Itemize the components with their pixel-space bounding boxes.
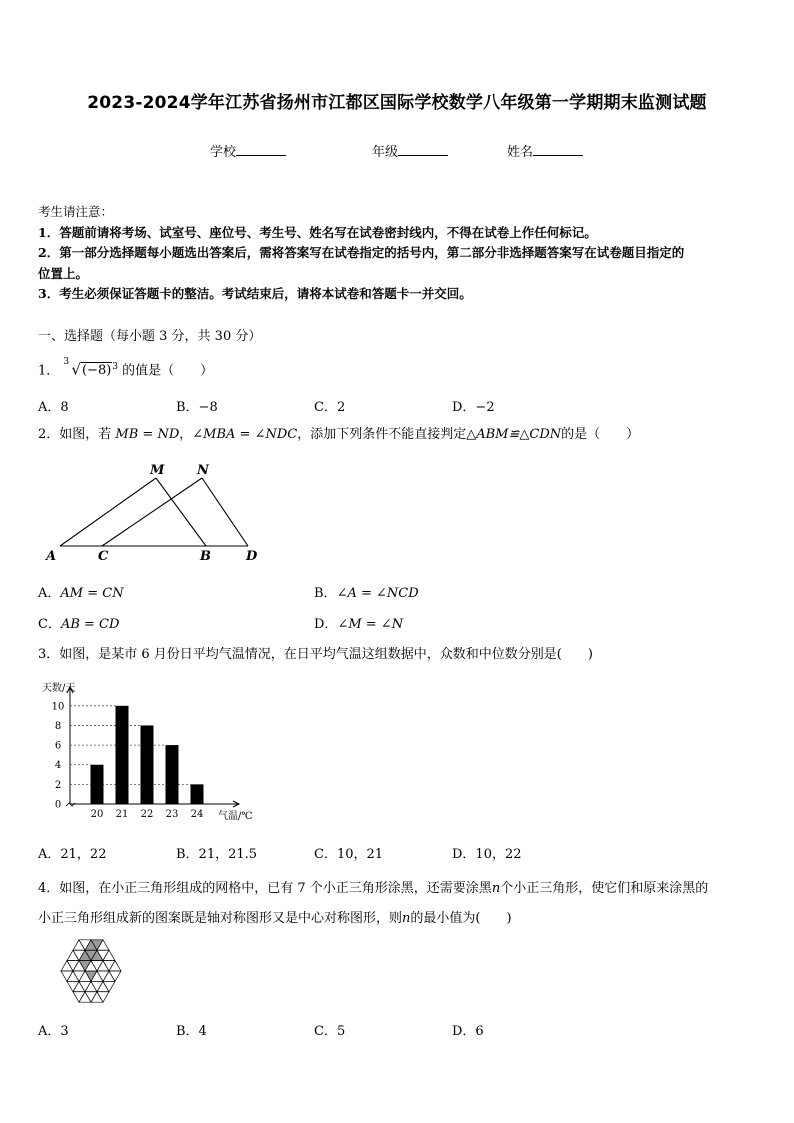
x-tick-label: 24 [190,809,204,820]
label-d: D [246,549,258,564]
name-blank[interactable] [533,143,583,156]
q2-option-b-expr: ∠A = ∠NCD [336,586,419,601]
segment-cn [102,478,202,546]
label-c: C [98,549,109,564]
q4-line-1a: 4．如图，在小正三角形组成的网格中，已有 7 个小正三角形涂黑，还需要涂黑 [38,881,492,896]
q2-sep: ， [179,427,193,442]
q2-option-a-expr: AM = CN [60,586,124,601]
question-2 [38,426,768,444]
bar [191,784,204,804]
label-m: M [150,463,165,478]
q2-option-d[interactable] [314,613,403,632]
label-a: A [46,549,57,564]
segment-am [60,478,156,546]
segment-mb [156,478,206,546]
notice-item-2: 2．第一部分选择题每小题选出答案后，需将答案写在试卷指定的括号内，第二部分非选择题答案写在试卷题目指定的 [38,245,685,260]
q3-bar-chart [40,676,270,824]
bar [141,725,154,804]
q4-line-1 [38,874,768,904]
section-heading: 一、选择题（每小题 3 分，共 30 分） [38,329,262,344]
grade-label: 年级 [372,145,399,160]
q2-option-b[interactable] [314,582,419,601]
y-tick-label: 6 [54,740,62,752]
y-tick-label: 0 [54,799,62,811]
q4-triangle-grid-figure [52,933,130,1009]
chart-bars [91,706,204,804]
y-tick-label: 4 [54,760,62,772]
q2-option-a-key: A． [38,586,61,601]
notice-item-3: 3．考生必须保证答题卡的整洁。考试结束后，请将本试卷和答题卡一并交回。 [38,286,472,301]
q1-option-c[interactable]: C．2 [314,400,346,415]
label-b: B [200,549,211,564]
q1-text: 的值是（ ） [122,363,214,379]
q2-option-a[interactable] [38,582,124,601]
bar [116,706,129,804]
q3-option-a[interactable]: A．21，22 [38,847,107,862]
name-label: 姓名 [507,145,534,160]
bar [91,765,104,804]
q3-option-b[interactable]: B．21，21.5 [176,847,258,862]
q2-option-b-key: B． [314,586,337,601]
q4-line-2 [38,904,768,934]
q4-line-2b: 的最小值为( ) [410,911,512,926]
notice-block [38,202,758,305]
question-1 [38,358,768,380]
q4-option-b[interactable]: B．4 [176,1024,207,1039]
bar [166,745,179,804]
chart-x-label: 气温/℃ [218,811,253,822]
question-4 [38,874,768,934]
x-tick-label: 21 [115,809,129,820]
q4-option-a[interactable]: A．3 [38,1024,69,1039]
q2-triangle-figure [40,462,270,568]
y-tick-label: 2 [54,779,62,791]
label-n: N [197,463,209,478]
notice-item-2-cont: 位置上。 [38,265,89,281]
chart-x-ticks [91,809,204,820]
x-tick-label: 22 [140,809,154,820]
q3-option-d[interactable]: D．10，22 [452,847,522,862]
q4-option-d[interactable]: D．6 [452,1024,484,1039]
q3-option-c[interactable]: C．10，21 [314,847,384,862]
q1-option-a[interactable]: A．8 [38,400,69,415]
q2-text2: ，添加下列条件不能直接判定 [297,427,467,442]
q2-option-d-expr: ∠M = ∠N [337,617,404,632]
segment-nd [202,478,248,546]
q1-option-d[interactable]: D．−2 [452,400,495,415]
q1-cube-root: 3 $√(-8)^3$ [63,358,118,380]
notice-item-1: 1．答题前请将考场、试室号、座位号、考生号、姓名写在试卷密封线内，不得在试卷上作任何标记。 [38,224,597,240]
chart-y-label: 天数/天 [42,683,76,694]
y-tick-label: 8 [54,720,62,732]
q2-option-c-expr: AB = CD [60,617,120,632]
q4-var-1: n [491,881,501,896]
school-label: 学校 [210,145,237,160]
q2-cond2: ∠MBA = ∠NDC [192,427,298,442]
page-title: 2023-2024学年江苏省扬州市江都区国际学校数学八年级第一学期期末监测试题 [87,93,707,113]
q1-option-b[interactable]: B．−8 [176,400,218,415]
q2-cond1: MB = ND [115,427,180,442]
chart-y-ticks [52,701,65,810]
name-field[interactable] [507,141,583,160]
notice-heading: 考生请注意： [38,204,114,219]
q4-line-2a: 小正三角形组成新的图案既是轴对称图形又是中心对称图形，则 [38,911,403,926]
grade-blank[interactable] [398,143,448,156]
school-blank[interactable] [236,143,286,156]
q2-number: 2．如图，若 [38,427,112,442]
q1-root-index: 3 [63,357,70,367]
q1-exponent: 3 [112,362,119,372]
x-tick-label: 20 [90,809,104,820]
q2-cond3: △ABM≌△CDN [466,427,562,442]
q2-option-d-key: D． [314,617,338,632]
x-tick-label: 23 [165,809,179,820]
y-tick-label: 10 [51,701,65,713]
q2-text3: 的是（ ） [561,427,640,442]
q4-var-2: n [402,911,411,926]
q4-option-c[interactable]: C．5 [314,1024,346,1039]
school-field[interactable] [210,141,286,160]
q4-line-1b: 个小正三角形，使它们和原来涂黑的 [500,881,709,896]
grade-field[interactable] [372,141,448,160]
q1-number: 1． [38,363,60,379]
question-3: 3．如图，是某市 6 月份日平均气温情况，在日平均气温这组数据中，众数和中位数分别是( ) [38,647,593,662]
q1-radicand: (−8) [81,363,112,379]
q2-option-c[interactable] [38,613,119,632]
q2-option-c-key: C． [38,617,61,632]
